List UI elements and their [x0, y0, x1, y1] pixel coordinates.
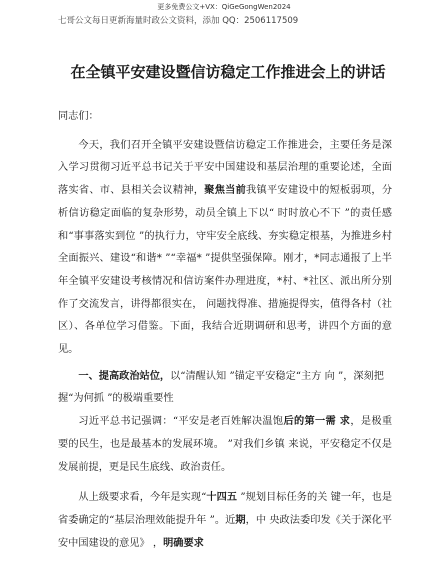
paragraph-text: 从上级要求看，今年是实现“ [78, 492, 207, 504]
paragraph-bold-text: 期 [235, 514, 246, 526]
paragraph-text: ”规划目标任务的关 键一年，也是省委确定的“基层治理效能提升年 ”。近 [58, 492, 393, 526]
paragraph-bold-text: 明确要求 [163, 537, 204, 549]
paragraph-bold-text: 十四五 [206, 492, 238, 504]
heading-text: 以“清醒认知 ”锚定平安稳定“主方 向 ”，深刻把握“为何抓 ”的极端重要性 [58, 370, 384, 405]
paragraph-text: ，中 央政法委印发《关于深化平安中国建设的意见》 ， [58, 514, 392, 549]
document-title: 在全镇平安建设暨信访稳定工作推进会上的讲话 [70, 63, 386, 81]
heading-bold: 一、提高政治站位， [78, 370, 171, 382]
paragraph-requirements [58, 487, 392, 555]
paragraph-quote [58, 411, 392, 479]
paragraph-text: 我镇平安建设中的短板弱项，分析信访稳定面临的复杂形势，动员全镇上下以“ 时时放心不下 ”的责任感和“事事落实到位 ”的执行力，守牢安全底线、夯实稳定根基，为推进乡村全面振兴、建设“和谐* ”“幸福* ”提供坚强保障。刚才，*同志通报了上半年全镇平安建设考核情况和信访案件办理进度，*村、*社区、派出所分别作了交流发言，讲得都很实在， 问题找得准、措施提得实，值得各村（社区）、各单位学习借鉴。下面，我结合近期调研和思考，讲四个方面的意见。 [58, 185, 393, 356]
paragraph-bold-text: 聚焦当前 [204, 185, 247, 197]
header-note: 七哥公文每日更新海量时政公文资料，添加 QQ：2506117509 [58, 16, 299, 26]
top-banner: 更多免费公文+VX：QiGeGongWen2024 [157, 3, 291, 11]
section-heading-1 [58, 366, 392, 411]
document-body [58, 106, 392, 555]
paragraph-intro [58, 135, 392, 362]
paragraph-bold-text: 后的第一需 求 [283, 416, 351, 428]
paragraph-text: ，是极重要的民生，也是最基本的发展环境。 ”对我们乡镇 来说，平安稳定不仅是发展前提，更是民生底线、政治责任。 [58, 416, 393, 473]
salutation: 同志们： [58, 111, 99, 122]
paragraph-text: 习近平总书记强调：“平安是老百姓解决温饱 [78, 416, 284, 428]
paragraph-text: 今天，我们召开全镇平安建设暨信访稳定工作推进会，主要任务是深入学习贯彻习近平总书记关于平安中国建设和基层治理的重要论述，全面落实省、市、县相关会议精神， [58, 139, 392, 197]
